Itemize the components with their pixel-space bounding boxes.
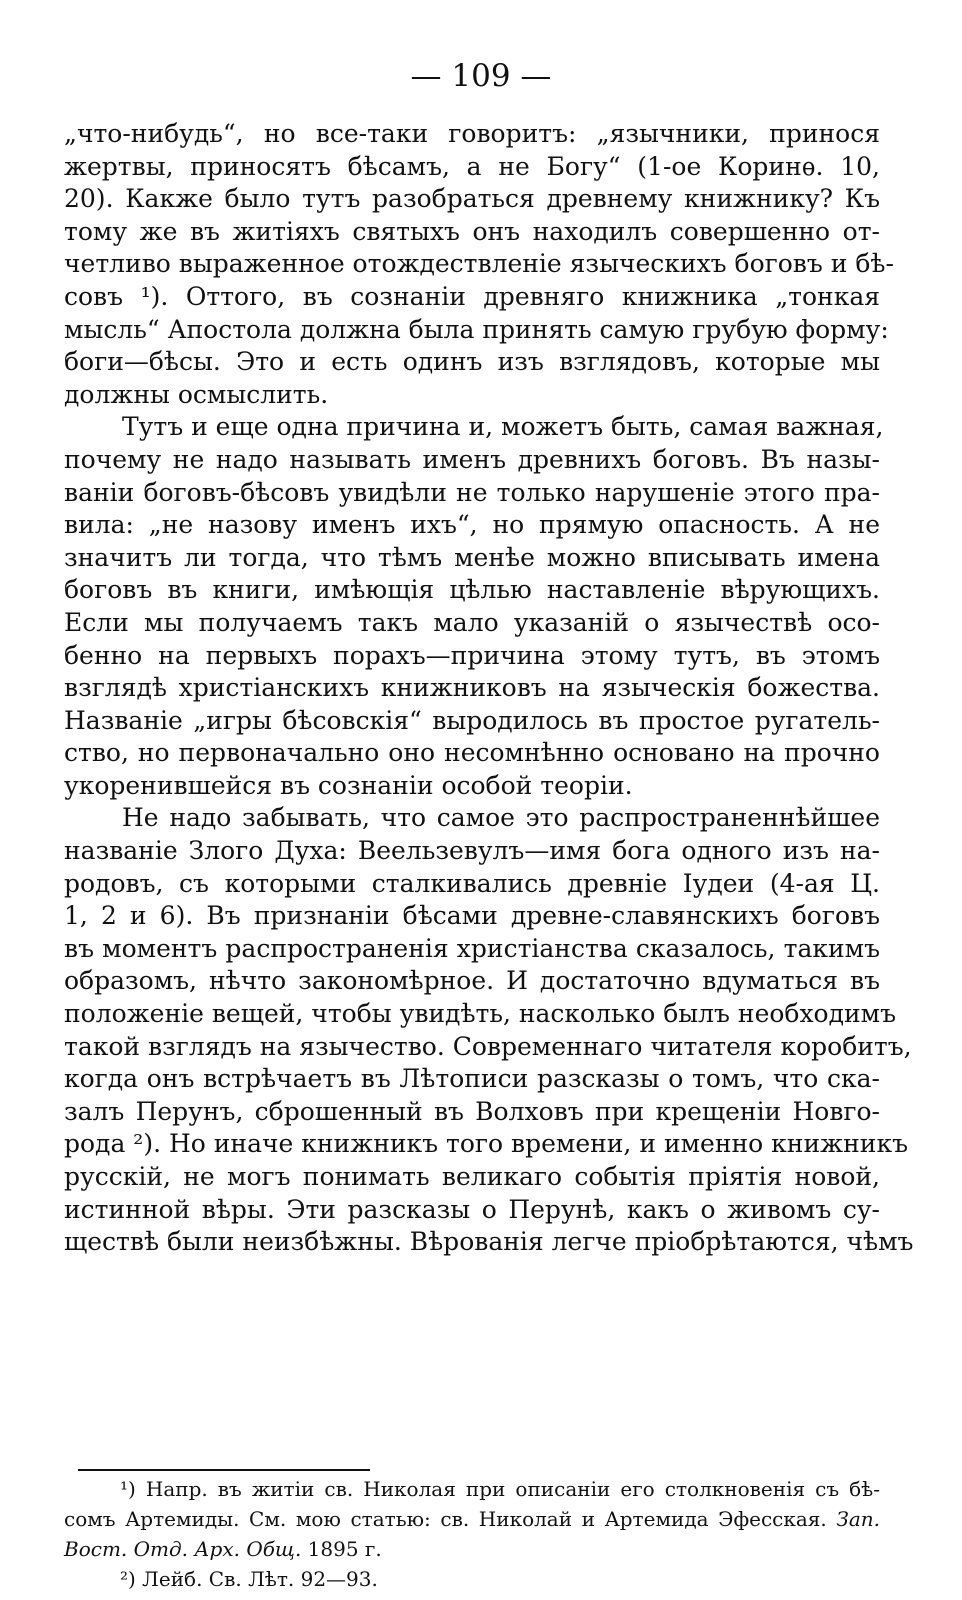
text-line: ществѣ были неизбѣжны. Вѣрованія легче пріобрѣтаются, чѣмъ <box>64 1227 914 1257</box>
text-line: должны осмыслить. <box>64 379 329 409</box>
text-line: ство, но первоначально оно несомнѣнно основано на прочно <box>64 738 880 768</box>
text-line: названіе Злого Духа: Веельзевулъ—имя бога одного изъ на- <box>64 836 880 866</box>
text-line: жертвы, приносятъ бѣсамъ, а не Богу“ (1-ое Коринѳ. 10, <box>64 151 880 181</box>
text-line: Названіе „игры бѣсовскія“ выродилось въ простое ругатель- <box>64 705 880 735</box>
paragraph-1 <box>64 118 894 411</box>
text-line: взглядѣ христіанскихъ книжниковъ на языческія божества. <box>64 673 880 703</box>
paragraph-2 <box>64 411 884 802</box>
text-line: совъ ¹). Оттого, въ сознаніи древняго книжника „тонкая <box>64 281 880 311</box>
text-line: залъ Перунъ, сброшенный въ Волховъ при крещеніи Новго- <box>64 1096 880 1126</box>
footnote-1-line-2 <box>64 1504 880 1534</box>
text-line: положеніе вещей, чтобы увидѣть, насколько былъ необходимъ <box>64 999 897 1029</box>
text-line: вила: „не назову именъ ихъ“, но прямую опасность. А не <box>64 510 880 540</box>
footnote-1-journal: Вост. Отд. Арх. Общ. <box>64 1537 302 1561</box>
text-line: мысль“ Апостола должна была принять самую грубую форму: <box>64 314 889 344</box>
text-line: бенно на первыхъ порахъ—причина этому тутъ, въ этомъ <box>64 640 880 670</box>
text-line: тому же въ житіяхъ святыхъ онъ находилъ совершенно от- <box>64 216 880 246</box>
footnote-1-line-1: ¹) Напр. въ житіи св. Николая при описаніи его столкновенія съ бѣ- <box>120 1477 880 1501</box>
text-line: ваніи боговъ-бѣсовъ увидѣли не только нарушеніе этого пра- <box>64 477 880 507</box>
footnote-1-year: 1895 г. <box>307 1537 382 1561</box>
text-line: 20). Какже было тутъ разобраться древнему книжнику? Къ <box>64 184 880 214</box>
footnote-1-journal-start: Зап. <box>836 1507 881 1531</box>
text-line: образомъ, нѣчто закономѣрное. И достаточно вдуматься въ <box>64 966 880 996</box>
text-line: Не надо забывать, что самое это распространеннѣйшее <box>122 803 880 833</box>
text-line: Если мы получаемъ такъ мало указаній о язычествѣ осо- <box>64 607 880 637</box>
text-line: боги—бѣсы. Это и есть одинъ изъ взглядовъ, которые мы <box>64 347 880 377</box>
text-line: русскій, не могъ понимать великаго событія пріятія новой, <box>64 1162 880 1191</box>
text-line: истинной вѣры. Эти разсказы о Перунѣ, какъ о живомъ су- <box>64 1194 880 1224</box>
text-line: четливо выраженное отождествленіе языческихъ боговъ и бѣ- <box>64 249 894 279</box>
footnote-2: ²) Лейб. Св. Лѣт. 92—93. <box>120 1567 378 1591</box>
footnote-divider <box>78 1469 370 1471</box>
footnotes <box>64 1474 880 1594</box>
text-line: Тутъ и еще одна причина и, можетъ быть, самая важная, <box>122 412 884 442</box>
footnote-1-text: сомъ Артемиды. См. мою статью: св. Николай и Артемида Эфесская. <box>64 1507 827 1531</box>
text-line: родовъ, съ которыми сталкивались древніе Іудеи (4-ая Ц. <box>64 868 880 898</box>
paragraph-3 <box>64 802 914 1258</box>
main-text <box>64 118 914 1259</box>
footnote-1-line-3 <box>64 1534 880 1564</box>
text-line: 1, 2 и 6). Въ признаніи бѣсами древне-славянскихъ боговъ <box>64 901 880 931</box>
text-line: укоренившейся въ сознаніи особой теоріи. <box>64 770 633 800</box>
text-line: значитъ ли тогда, что тѣмъ менѣе можно вписывать имена <box>64 542 880 572</box>
text-line: когда онъ встрѣчаетъ въ Лѣтописи разсказы о томъ, что ска- <box>64 1064 880 1094</box>
text-line: такой взглядъ на язычество. Современнаго читателя коробитъ, <box>64 1031 912 1061</box>
text-line: рода ²). Но иначе книжникъ того времени, и именно книжникъ <box>64 1129 908 1159</box>
text-line: почему не надо называть именъ древнихъ боговъ. Въ назы- <box>64 444 880 474</box>
text-line: въ моментъ распространенія христіанства сказалось, такимъ <box>64 933 880 963</box>
text-line: боговъ въ книги, имѣющія цѣлью наставленіе вѣрующихъ. <box>64 575 880 605</box>
text-line: „что-нибудь“, но все-таки говоритъ: „язычники, принося <box>64 119 880 148</box>
page-number: — 109 — <box>410 58 552 94</box>
